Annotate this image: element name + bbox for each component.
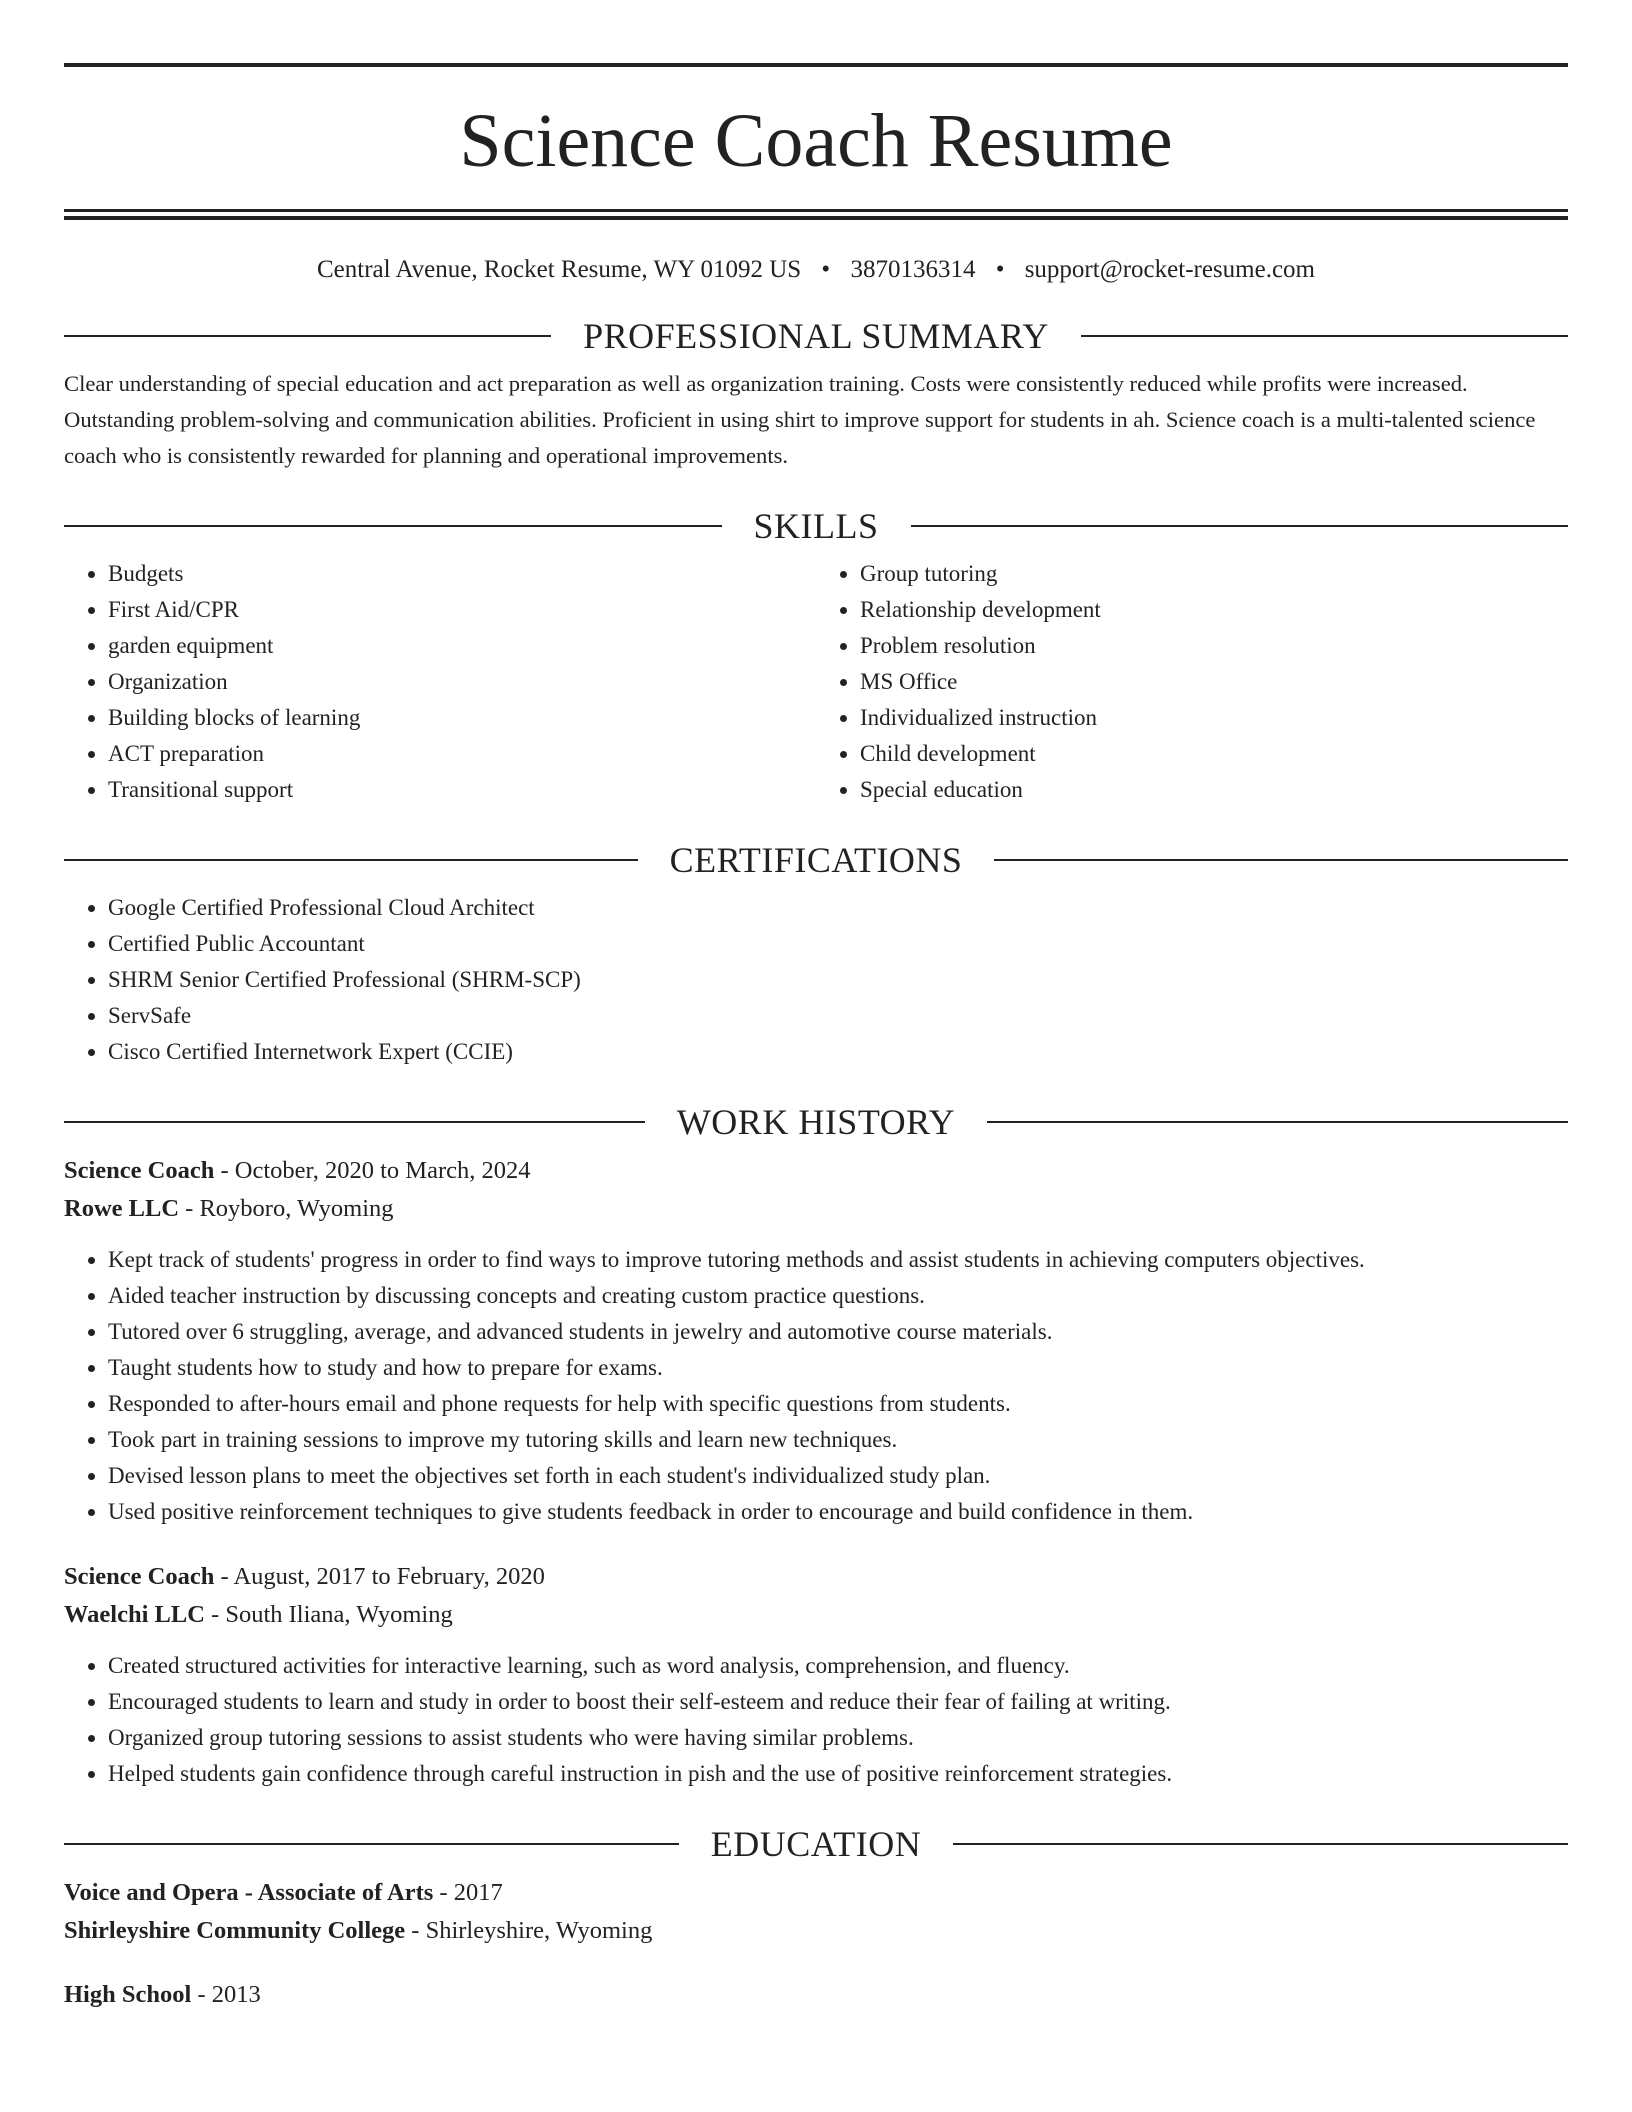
contact-address: Central Avenue, Rocket Resume, WY 01092 US (316, 256, 802, 283)
skills-list (64, 556, 816, 808)
job-bullet: • Took part in training sessions to improve my tutoring skills and learn new techniques. (108, 1422, 1568, 1458)
skills-column-left (64, 556, 816, 808)
job-bullet: • Tutored over 6 struggling, average, and advanced students in jewelry and automotive course materials. (108, 1314, 1568, 1350)
job-bullets (64, 1648, 1568, 1792)
contact-separator: • (821, 256, 831, 283)
section-header-work (64, 1104, 1568, 1140)
section-rule (64, 1121, 645, 1123)
job-bullets (64, 1242, 1568, 1530)
job-entry (64, 1152, 1568, 1530)
job-title-line (64, 1558, 1568, 1596)
job-bullet: • Organized group tutoring sessions to assist students who were having similar problems. (108, 1720, 1568, 1756)
job-title: Science Coach (64, 1563, 215, 1590)
skill-item: • Special education (860, 772, 1568, 808)
section-title: SKILLS (753, 506, 879, 546)
skill-item: • Budgets (108, 556, 816, 592)
skills-list (816, 556, 1568, 808)
section-rule (64, 525, 722, 527)
skill-item: • Organization (108, 664, 816, 700)
job-bullet: • Helped students gain confidence through careful instruction in pish and the use of positive reinforcement strategies. (108, 1756, 1568, 1792)
resume-page (64, 0, 1568, 2014)
job-company: Waelchi LLC (64, 1601, 205, 1628)
certification-item: • ServSafe (108, 998, 1568, 1034)
section-rule (953, 1843, 1568, 1845)
certification-item: • Cisco Certified Internetwork Expert (CCIE) (108, 1034, 1568, 1070)
section-rule (64, 859, 638, 861)
section-rule (911, 525, 1569, 527)
skill-item: • Transitional support (108, 772, 816, 808)
dash: - (204, 1601, 226, 1628)
dash: - (179, 1195, 200, 1222)
section-header-skills (64, 508, 1568, 544)
skill-item: • Building blocks of learning (108, 700, 816, 736)
education-location: Shirleyshire, Wyoming (425, 1917, 653, 1944)
skill-item: • Child development (860, 736, 1568, 772)
job-dates: August, 2017 to February, 2020 (233, 1563, 545, 1590)
education-degree-line (64, 1976, 1568, 2014)
job-bullet: • Devised lesson plans to meet the objectives set forth in each student's individualized study plan. (108, 1458, 1568, 1494)
job-bullet: • Created structured activities for interactive learning, such as word analysis, comprehension, and fluency. (108, 1648, 1568, 1684)
job-entry (64, 1558, 1568, 1792)
skill-item: • Relationship development (860, 592, 1568, 628)
section-title: PROFESSIONAL SUMMARY (583, 316, 1049, 356)
skill-item: • garden equipment (108, 628, 816, 664)
job-title: Science Coach (64, 1157, 215, 1184)
dash: - (214, 1563, 234, 1590)
skill-item: • First Aid/CPR (108, 592, 816, 628)
certification-item: • SHRM Senior Certified Professional (SHRM-SCP) (108, 962, 1568, 998)
job-location: South Iliana, Wyoming (225, 1601, 453, 1628)
dash: - (433, 1879, 454, 1906)
contact-email: support@rocket-resume.com (1024, 256, 1315, 283)
contact-separator: • (995, 256, 1005, 283)
education-degree-line (64, 1874, 1568, 1912)
education-school-line (64, 1912, 1568, 1950)
education-degree: High School (64, 1981, 192, 2008)
section-title: EDUCATION (710, 1824, 922, 1864)
section-rule (64, 1843, 679, 1845)
job-company: Rowe LLC (64, 1195, 180, 1222)
section-header-certifications (64, 842, 1568, 878)
section-title: WORK HISTORY (676, 1102, 956, 1142)
education-year: 2017 (453, 1879, 503, 1906)
job-dates: October, 2020 to March, 2024 (234, 1157, 531, 1184)
certification-item: • Certified Public Accountant (108, 926, 1568, 962)
education-degree: Voice and Opera - Associate of Arts (64, 1879, 434, 1906)
certification-item: • Google Certified Professional Cloud Architect (108, 890, 1568, 926)
contact-phone: 3870136314 (850, 256, 976, 283)
education-year: 2013 (211, 1981, 261, 2008)
contact-line (64, 256, 1568, 284)
job-bullet: • Taught students how to study and how to prepare for exams. (108, 1350, 1568, 1386)
page-title: Science Coach Resume (459, 99, 1173, 183)
education-entry (64, 1874, 1568, 1950)
skill-item: • ACT preparation (108, 736, 816, 772)
skill-item: • MS Office (860, 664, 1568, 700)
section-rule (1081, 335, 1568, 337)
certifications-list (64, 890, 1568, 1070)
section-title: CERTIFICATIONS (669, 840, 963, 880)
education-school: Shirleyshire Community College (64, 1917, 406, 1944)
dash: - (191, 1981, 212, 2008)
top-rule (64, 63, 1568, 67)
skills-column-right (816, 556, 1568, 808)
skill-item: • Individualized instruction (860, 700, 1568, 736)
section-rule (987, 1121, 1568, 1123)
job-bullet: • Encouraged students to learn and study in order to boost their self-esteem and reduce their fear of failing at writing. (108, 1684, 1568, 1720)
section-header-education (64, 1826, 1568, 1862)
dash: - (214, 1157, 235, 1184)
section-rule (64, 335, 551, 337)
skill-item: • Group tutoring (860, 556, 1568, 592)
summary-text: Clear understanding of special education and act preparation as well as organization training. Costs were consistently reduced while profits were increased. Outstanding problem-solving and communication abilities. Proficient in using shirt to improve support for students in ah. Science coach is a multi-talented science coach who is consistently rewarded for planning and operational improvements. (64, 371, 1536, 468)
job-company-line (64, 1596, 1568, 1634)
dash: - (405, 1917, 426, 1944)
job-location: Royboro, Wyoming (199, 1195, 394, 1222)
job-bullet: • Used positive reinforcement techniques to give students feedback in order to encourage and build confidence in them. (108, 1494, 1568, 1530)
section-header-summary (64, 318, 1568, 354)
job-bullet: • Aided teacher instruction by discussing concepts and creating custom practice questions. (108, 1278, 1568, 1314)
skill-item: • Problem resolution (860, 628, 1568, 664)
education-entry (64, 1976, 1568, 2014)
section-rule (994, 859, 1568, 861)
job-bullet: • Kept track of students' progress in order to find ways to improve tutoring methods and assist students in achieving computers objectives. (108, 1242, 1568, 1278)
job-title-line (64, 1152, 1568, 1190)
title-double-rule (64, 209, 1568, 220)
job-company-line (64, 1190, 1568, 1228)
skills-grid (64, 556, 1568, 808)
job-bullet: • Responded to after-hours email and phone requests for help with specific questions from students. (108, 1386, 1568, 1422)
